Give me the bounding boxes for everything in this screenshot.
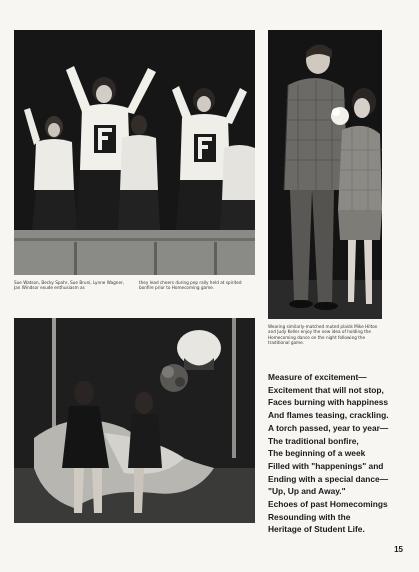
poem-line: Echoes of past Homecomings <box>268 499 388 510</box>
poem-line: Faces burning with happiness <box>268 397 389 408</box>
poem-line: Resounding with the <box>268 511 351 522</box>
poem-line: Heritage of Student Life. <box>268 524 365 535</box>
poem-line: Excitement that will not stop, <box>268 384 384 395</box>
cheerleaders-photo-art <box>14 30 255 275</box>
cheerleaders-caption-left: Sue Watson, Becky Spahr, Sue Bruni, Lynne Wagner, Jan Windsor exude enthusiasm as <box>14 280 125 291</box>
cheerleaders-caption-right: they lead cheers during pep rally held at spirited bonfire prior to Homecoming game. <box>139 280 242 291</box>
poem-line: The beginning of a week <box>268 448 366 459</box>
poem <box>268 371 410 536</box>
bonfire-photo-art <box>14 318 255 523</box>
page-number: 15 <box>394 545 403 554</box>
cheerleaders-photo <box>14 30 255 275</box>
poem-line: And flames teasing, crackling. <box>268 410 389 421</box>
poem-line: Ending with a special dance— <box>268 473 389 484</box>
couple-photo <box>268 30 382 319</box>
couple-caption: Wearing similarly-matched muted plaids Mike Hilton and Judy Keller enjoy the new idea of holding the Homecoming dance on the night following the traditional game. <box>268 324 378 346</box>
poem-line: Measure of excitement— <box>268 372 367 382</box>
poem-line: The traditional bonfire, <box>268 435 359 446</box>
couple-photo-art <box>268 30 382 319</box>
poem-line: "Up, Up and Away." <box>268 486 346 497</box>
bonfire-photo <box>14 318 255 523</box>
poem-line: A torch passed, year to year— <box>268 422 389 433</box>
poem-line: Filled with "happenings" and <box>268 460 384 471</box>
